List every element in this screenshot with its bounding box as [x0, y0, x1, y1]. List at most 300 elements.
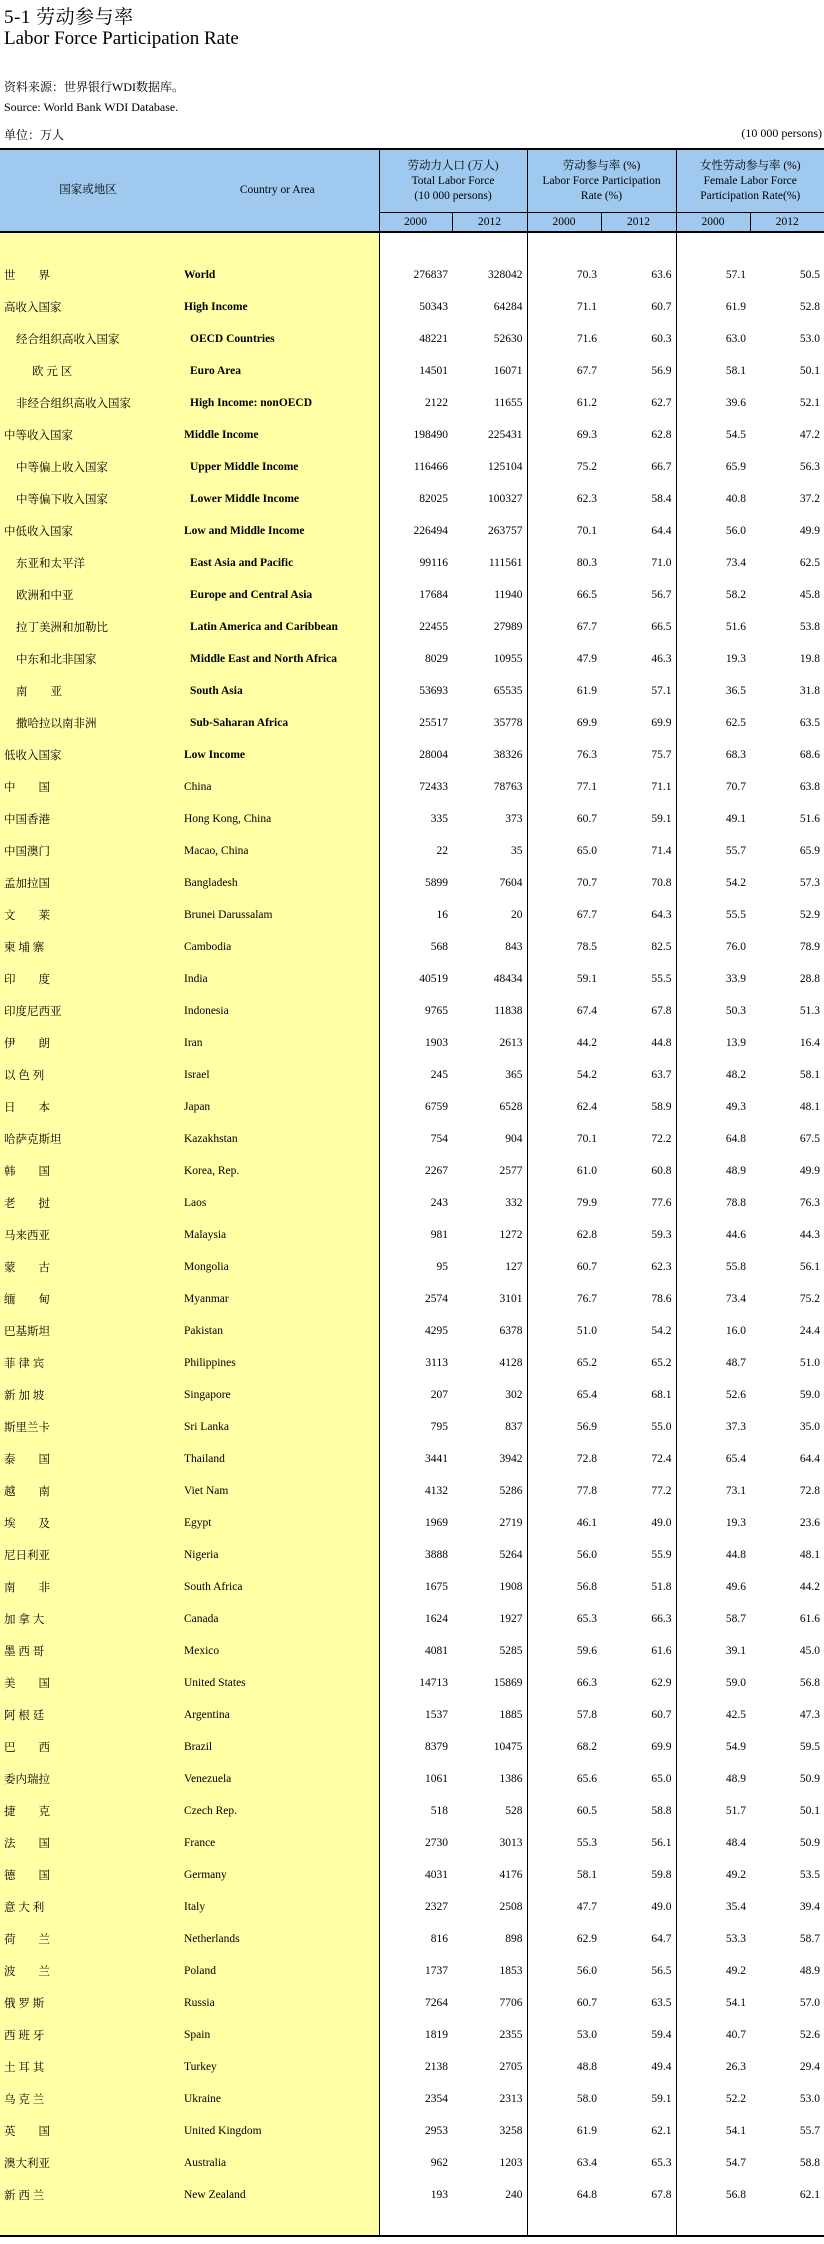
- participation-rate-2000: 70.1: [527, 1123, 601, 1155]
- table-row: [0, 1347, 824, 1379]
- participation-rate-2000: 67.7: [527, 611, 601, 643]
- table-row: [0, 1315, 824, 1347]
- participation-rate-2012: 49.4: [651, 2061, 672, 2073]
- participation-rate-2012: 69.9: [651, 1741, 672, 1753]
- female-rate-2000: 65.9: [676, 451, 750, 483]
- country-name-en: South Asia: [176, 675, 379, 707]
- labor-force-2000: 2267: [425, 1165, 448, 1177]
- female-rate-2000: 54.2: [676, 867, 750, 899]
- participation-rate-2000: 60.7: [527, 803, 601, 835]
- country-name-en: Spain: [176, 2019, 379, 2051]
- labor-force-2000: 8029: [425, 653, 448, 665]
- female-rate-2000: 55.5: [676, 899, 750, 931]
- female-rate-2012: 49.9: [799, 525, 821, 537]
- participation-rate-2012: 46.3: [651, 653, 672, 665]
- female-rate-2012: 52.9: [799, 909, 821, 921]
- table-row: [0, 1411, 824, 1443]
- female-rate-2012: 45.0: [799, 1645, 821, 1657]
- participation-rate-2012: 64.7: [651, 1933, 672, 1945]
- participation-rate-2000: 58.1: [527, 1859, 601, 1891]
- country-name-en: Laos: [176, 1187, 379, 1219]
- female-participation-header-unit: Participation Rate(%): [700, 189, 801, 202]
- country-name-en: Malaysia: [176, 1219, 379, 1251]
- participation-rate-2012: 55.9: [651, 1549, 672, 1561]
- labor-force-2012: 2577: [499, 1165, 523, 1177]
- labor-force-2000: 1969: [425, 1517, 448, 1529]
- participation-rate-2000: 61.9: [527, 675, 601, 707]
- female-rate-2000: 56.8: [676, 2179, 750, 2211]
- female-rate-2012: 56.8: [799, 1677, 821, 1689]
- participation-rate-2000: 47.9: [527, 643, 601, 675]
- participation-rate-2000: 56.8: [527, 1571, 601, 1603]
- female-rate-2000: 51.6: [676, 611, 750, 643]
- labor-force-2012: 3101: [499, 1293, 523, 1305]
- country-name-zh: 越 南: [0, 1475, 176, 1507]
- participation-rate-2000: 57.8: [527, 1699, 601, 1731]
- country-name-en: New Zealand: [176, 2179, 379, 2211]
- country-name-zh: 墨 西 哥: [0, 1635, 176, 1667]
- country-name-zh: 低收入国家: [0, 739, 176, 771]
- table-row: [0, 1987, 824, 2019]
- participation-rate-2012: 71.0: [651, 557, 672, 569]
- country-name-en: Egypt: [176, 1507, 379, 1539]
- country-name-zh: 委内瑞拉: [0, 1763, 176, 1795]
- participation-rate-2012: 56.9: [651, 365, 672, 377]
- labor-force-2000: 754: [430, 1133, 448, 1145]
- table-row: [0, 643, 824, 675]
- labor-force-2012: 48434: [493, 973, 523, 985]
- female-rate-2000: 48.4: [676, 1827, 750, 1859]
- labor-force-2000: 25517: [419, 717, 448, 729]
- participation-rate-2000: 78.5: [527, 931, 601, 963]
- participation-rate-2000: 48.8: [527, 2051, 601, 2083]
- labor-force-2000: 981: [430, 1229, 448, 1241]
- labor-force-2000: 1061: [425, 1773, 448, 1785]
- table-row: [0, 1539, 824, 1571]
- female-rate-2012: 64.4: [799, 1453, 821, 1465]
- participation-rate-2012: 60.3: [651, 333, 672, 345]
- participation-rate-2012: 63.5: [651, 1997, 672, 2009]
- table-row: [0, 1123, 824, 1155]
- female-rate-2000: 26.3: [676, 2051, 750, 2083]
- female-rate-2012: 53.5: [799, 1869, 821, 1881]
- country-name-en: United States: [176, 1667, 379, 1699]
- female-rate-2012: 47.3: [799, 1709, 821, 1721]
- country-name-en: Brazil: [176, 1731, 379, 1763]
- country-name-zh: 斯里兰卡: [0, 1411, 176, 1443]
- country-name-zh: 中国澳门: [0, 835, 176, 867]
- female-rate-2000: 68.3: [676, 739, 750, 771]
- table-row: [0, 2019, 824, 2051]
- participation-rate-2000: 46.1: [527, 1507, 601, 1539]
- female-rate-2012: 61.6: [799, 1613, 821, 1625]
- participation-rate-2000: 62.4: [527, 1091, 601, 1123]
- labor-force-2000: 50343: [419, 301, 448, 313]
- labor-force-2000: 1903: [425, 1037, 448, 1049]
- table-row: [0, 867, 824, 899]
- participation-rate-2012: 65.0: [651, 1773, 672, 1785]
- participation-rate-2012: 77.2: [651, 1485, 672, 1497]
- participation-rate-2012: 67.8: [651, 2189, 672, 2201]
- country-header-en: Country or Area: [176, 149, 379, 232]
- female-rate-2000: 52.2: [676, 2083, 750, 2115]
- table-row: [0, 515, 824, 547]
- female-rate-2012: 48.9: [799, 1965, 821, 1977]
- country-name-zh: 世 界: [0, 259, 176, 291]
- participation-rate-2000: 76.7: [527, 1283, 601, 1315]
- participation-rate-2012: 60.8: [651, 1165, 672, 1177]
- labor-force-2012: 1885: [499, 1709, 523, 1721]
- participation-rate-2000: 62.3: [527, 483, 601, 515]
- table-row: [0, 259, 824, 291]
- labor-force-2012: 2705: [499, 2061, 523, 2073]
- female-rate-2000: 57.1: [676, 259, 750, 291]
- labor-force-2012: 78763: [493, 781, 523, 793]
- labor-force-2012: 837: [505, 1421, 523, 1433]
- female-rate-2000: 36.5: [676, 675, 750, 707]
- female-rate-2000: 58.7: [676, 1603, 750, 1635]
- country-name-zh: 以 色 列: [0, 1059, 176, 1091]
- female-rate-2012: 63.8: [799, 781, 821, 793]
- participation-rate-2000: 54.2: [527, 1059, 601, 1091]
- participation-rate-2000: 77.1: [527, 771, 601, 803]
- country-name-en: Korea, Rep.: [176, 1155, 379, 1187]
- participation-rate-2000: 65.4: [527, 1379, 601, 1411]
- table-row: [0, 1731, 824, 1763]
- table-row: [0, 1379, 824, 1411]
- table-row: [0, 1091, 824, 1123]
- country-name-en: High Income: [176, 291, 379, 323]
- labor-force-2012: 27989: [493, 621, 523, 633]
- participation-rate-2000: 66.3: [527, 1667, 601, 1699]
- female-rate-2012: 39.4: [799, 1901, 821, 1913]
- labor-force-2000: 7264: [425, 1997, 448, 2009]
- labor-force-2012: 11655: [494, 397, 523, 409]
- country-name-en: Latin America and Caribbean: [176, 611, 379, 643]
- female-rate-2012: 44.2: [799, 1581, 821, 1593]
- table-row: [0, 1283, 824, 1315]
- table-row: [0, 803, 824, 835]
- participation-rate-2000: 51.0: [527, 1315, 601, 1347]
- country-name-zh: 韩 国: [0, 1155, 176, 1187]
- country-name-zh: 美 国: [0, 1667, 176, 1699]
- country-name-en: China: [176, 771, 379, 803]
- participation-rate-2000: 47.7: [527, 1891, 601, 1923]
- country-name-en: Ukraine: [176, 2083, 379, 2115]
- participation-rate-2012: 54.2: [651, 1325, 672, 1337]
- participation-rate-2000: 60.7: [527, 1987, 601, 2019]
- female-rate-2012: 45.8: [799, 589, 821, 601]
- country-name-zh: 拉丁美洲和加勒比: [0, 611, 176, 643]
- female-rate-2000: 73.1: [676, 1475, 750, 1507]
- participation-rate-2012: 65.3: [651, 2157, 672, 2169]
- table-row: [0, 547, 824, 579]
- total-labor-force-header-unit: (10 000 persons): [414, 189, 492, 202]
- table-number-title-zh: 5-1 劳动参与率: [4, 7, 134, 28]
- labor-force-2012: 332: [505, 1197, 523, 1209]
- country-name-zh: 哈萨克斯坦: [0, 1123, 176, 1155]
- participation-rate-2012: 59.8: [651, 1869, 672, 1881]
- unit-label-en: (10 000 persons): [741, 126, 822, 140]
- table-row: [0, 1219, 824, 1251]
- female-rate-2000: 52.6: [676, 1379, 750, 1411]
- labor-force-2012: 843: [505, 941, 523, 953]
- female-rate-2012: 28.8: [799, 973, 821, 985]
- female-rate-2000: 50.3: [676, 995, 750, 1027]
- table-row: [0, 1187, 824, 1219]
- labor-force-2000: 40519: [419, 973, 448, 985]
- participation-rate-2000: 72.8: [527, 1443, 601, 1475]
- female-rate-2000: 49.2: [676, 1859, 750, 1891]
- participation-rate-2012: 51.8: [651, 1581, 672, 1593]
- participation-rate-2000: 61.0: [527, 1155, 601, 1187]
- labor-force-2012: 20: [511, 909, 523, 921]
- year-header-2000: 2000: [676, 213, 750, 233]
- female-rate-2012: 50.9: [799, 1773, 821, 1785]
- labor-force-2012: 1927: [499, 1613, 523, 1625]
- labor-force-2000: 207: [430, 1389, 448, 1401]
- female-rate-2012: 56.1: [799, 1261, 821, 1273]
- country-name-en: South Africa: [176, 1571, 379, 1603]
- country-name-en: Hong Kong, China: [176, 803, 379, 835]
- female-rate-2000: 48.2: [676, 1059, 750, 1091]
- country-name-en: Myanmar: [176, 1283, 379, 1315]
- participation-rate-2012: 66.3: [651, 1613, 672, 1625]
- country-name-zh: 中 国: [0, 771, 176, 803]
- table-row: [0, 1923, 824, 1955]
- labor-force-2000: 48221: [419, 333, 448, 345]
- labor-force-2000: 1819: [425, 2029, 448, 2041]
- labor-force-2012: 10955: [493, 653, 523, 665]
- participation-rate-2012: 71.1: [651, 781, 672, 793]
- country-name-zh: 撒哈拉以南非洲: [0, 707, 176, 739]
- participation-rate-2012: 62.7: [651, 397, 672, 409]
- participation-rate-2012: 59.4: [651, 2029, 672, 2041]
- country-name-zh: 俄 罗 斯: [0, 1987, 176, 2019]
- table-row: [0, 291, 824, 323]
- female-rate-2012: 57.0: [799, 1997, 821, 2009]
- table-row: [0, 1443, 824, 1475]
- female-participation-header: [676, 149, 824, 213]
- female-participation-header-en: Female Labor Force: [703, 174, 797, 187]
- country-name-en: Australia: [176, 2147, 379, 2179]
- female-rate-2012: 48.1: [799, 1549, 821, 1561]
- labor-force-2000: 116466: [413, 461, 448, 473]
- country-name-en: Indonesia: [176, 995, 379, 1027]
- labor-force-2000: 17684: [419, 589, 448, 601]
- labor-force-2000: 8379: [425, 1741, 448, 1753]
- labor-force-2000: 2953: [425, 2125, 448, 2137]
- labor-force-2012: 6528: [499, 1101, 523, 1113]
- labor-force-2012: 904: [505, 1133, 523, 1145]
- labor-force-2012: 15869: [493, 1677, 523, 1689]
- table-row: [0, 483, 824, 515]
- female-rate-2000: 76.0: [676, 931, 750, 963]
- labor-force-2000: 82025: [419, 493, 448, 505]
- female-rate-2000: 49.2: [676, 1955, 750, 1987]
- labor-force-2012: 5285: [499, 1645, 523, 1657]
- labor-force-2012: 1386: [499, 1773, 523, 1785]
- country-name-en: United Kingdom: [176, 2115, 379, 2147]
- labor-force-2000: 816: [430, 1933, 448, 1945]
- participation-rate-2012: 56.1: [651, 1837, 672, 1849]
- country-name-en: Mongolia: [176, 1251, 379, 1283]
- country-name-zh: 南 非: [0, 1571, 176, 1603]
- table-row: [0, 451, 824, 483]
- participation-rate-2000: 76.3: [527, 739, 601, 771]
- labor-force-2000: 243: [430, 1197, 448, 1209]
- female-rate-2012: 31.8: [799, 685, 821, 697]
- country-name-en: Italy: [176, 1891, 379, 1923]
- labor-force-2012: 1853: [499, 1965, 523, 1977]
- country-name-en: Middle Income: [176, 419, 379, 451]
- country-name-en: Pakistan: [176, 1315, 379, 1347]
- labor-force-2000: 14713: [419, 1677, 448, 1689]
- labor-force-2000: 2574: [425, 1293, 448, 1305]
- country-name-zh: 伊 朗: [0, 1027, 176, 1059]
- labor-force-2012: 35: [511, 845, 523, 857]
- labor-force-2012: 100327: [488, 493, 523, 505]
- female-rate-2000: 19.3: [676, 1507, 750, 1539]
- country-name-zh: 新 加 坡: [0, 1379, 176, 1411]
- participation-rate-2012: 62.3: [651, 1261, 672, 1273]
- table-row: [0, 1571, 824, 1603]
- participation-rate-2000: 61.2: [527, 387, 601, 419]
- female-rate-2012: 59.5: [799, 1741, 821, 1753]
- country-name-zh: 埃 及: [0, 1507, 176, 1539]
- country-name-zh: 土 耳 其: [0, 2051, 176, 2083]
- female-rate-2012: 50.5: [799, 269, 821, 281]
- country-name-zh: 中低收入国家: [0, 515, 176, 547]
- total-labor-force-header-zh: 劳动力人口 (万人): [407, 159, 499, 172]
- labor-force-2012: 4128: [499, 1357, 523, 1369]
- country-name-en: Middle East and North Africa: [176, 643, 379, 675]
- participation-rate-2000: 66.5: [527, 579, 601, 611]
- labor-force-2000: 22: [436, 845, 448, 857]
- labor-force-2000: 3441: [425, 1453, 448, 1465]
- country-name-zh: 印度尼西亚: [0, 995, 176, 1027]
- labor-force-2000: 1675: [425, 1581, 448, 1593]
- female-rate-2012: 72.8: [799, 1485, 821, 1497]
- country-name-zh: 欧洲和中亚: [0, 579, 176, 611]
- country-name-zh: 中等偏上收入国家: [0, 451, 176, 483]
- labor-force-2012: 3258: [499, 2125, 523, 2137]
- female-rate-2012: 62.1: [799, 2189, 821, 2201]
- female-participation-header-zh: 女性劳动参与率 (%): [699, 159, 801, 172]
- country-name-en: Poland: [176, 1955, 379, 1987]
- labor-force-2012: 2313: [499, 2093, 523, 2105]
- labor-force-2012: 528: [505, 1805, 523, 1817]
- country-name-zh: 新 西 兰: [0, 2179, 176, 2211]
- participation-rate-2012: 63.6: [651, 269, 672, 281]
- female-rate-2000: 54.5: [676, 419, 750, 451]
- female-rate-2000: 49.1: [676, 803, 750, 835]
- labor-force-2012: 2508: [499, 1901, 523, 1913]
- female-rate-2000: 33.9: [676, 963, 750, 995]
- female-rate-2000: 54.1: [676, 1987, 750, 2019]
- total-labor-force-header-en: Total Labor Force: [411, 174, 495, 187]
- female-rate-2000: 49.3: [676, 1091, 750, 1123]
- labor-force-2000: 2354: [425, 2093, 448, 2105]
- labor-force-2000: 2122: [425, 397, 448, 409]
- country-name-zh: 日 本: [0, 1091, 176, 1123]
- participation-rate-2012: 56.7: [651, 589, 672, 601]
- female-rate-2000: 62.5: [676, 707, 750, 739]
- participation-rate-2000: 80.3: [527, 547, 601, 579]
- participation-rate-2012: 55.0: [651, 1421, 672, 1433]
- labor-force-2000: 2138: [425, 2061, 448, 2073]
- participation-rate-2012: 66.5: [651, 621, 672, 633]
- participation-rate-2012: 64.4: [651, 525, 672, 537]
- labor-force-2012: 3942: [499, 1453, 523, 1465]
- country-name-en: World: [176, 259, 379, 291]
- labor-force-2012: 328042: [488, 269, 523, 281]
- participation-rate-2000: 65.3: [527, 1603, 601, 1635]
- female-rate-2000: 19.3: [676, 643, 750, 675]
- table-row: [0, 387, 824, 419]
- labor-force-2012: 52630: [493, 333, 523, 345]
- female-rate-2000: 73.4: [676, 1283, 750, 1315]
- country-name-en: France: [176, 1827, 379, 1859]
- country-name-zh: 波 兰: [0, 1955, 176, 1987]
- year-header-2000: 2000: [379, 213, 452, 233]
- female-rate-2012: 35.0: [799, 1421, 821, 1433]
- table-row: [0, 771, 824, 803]
- participation-rate-2012: 56.5: [651, 1965, 672, 1977]
- female-rate-2000: 42.5: [676, 1699, 750, 1731]
- participation-rate-2000: 70.7: [527, 867, 601, 899]
- female-rate-2000: 51.7: [676, 1795, 750, 1827]
- female-rate-2000: 55.7: [676, 835, 750, 867]
- participation-rate-2000: 63.4: [527, 2147, 601, 2179]
- participation-rate-2000: 59.6: [527, 1635, 601, 1667]
- table-row: [0, 1955, 824, 1987]
- year-header-2012: 2012: [750, 213, 824, 233]
- labor-force-2000: 72433: [419, 781, 448, 793]
- participation-rate-2000: 56.0: [527, 1955, 601, 1987]
- labor-force-table: [0, 148, 824, 2237]
- labor-force-2012: 365: [505, 1069, 523, 1081]
- labor-force-2000: 16: [436, 909, 448, 921]
- country-name-en: Germany: [176, 1859, 379, 1891]
- country-header-zh: 国家或地区: [0, 149, 176, 232]
- female-rate-2000: 44.8: [676, 1539, 750, 1571]
- participation-rate-2012: 82.5: [651, 941, 672, 953]
- unit-label-zh: 单位：万人: [4, 128, 65, 142]
- country-name-en: Bangladesh: [176, 867, 379, 899]
- labor-force-2012: 11838: [494, 1005, 523, 1017]
- country-name-en: Venezuela: [176, 1763, 379, 1795]
- labor-force-2012: 10475: [493, 1741, 523, 1753]
- participation-rate-2000: 75.2: [527, 451, 601, 483]
- table-row: [0, 323, 824, 355]
- country-name-zh: 巴 西: [0, 1731, 176, 1763]
- labor-force-2012: 1272: [499, 1229, 523, 1241]
- participation-rate-2012: 59.3: [651, 1229, 672, 1241]
- labor-force-2012: 373: [505, 813, 523, 825]
- female-rate-2000: 65.4: [676, 1443, 750, 1475]
- table-row: [0, 1155, 824, 1187]
- total-labor-force-header: [379, 149, 527, 213]
- country-name-zh: 法 国: [0, 1827, 176, 1859]
- participation-rate-2000: 77.8: [527, 1475, 601, 1507]
- female-rate-2012: 49.9: [799, 1165, 821, 1177]
- participation-rate-2012: 44.8: [651, 1037, 672, 1049]
- participation-rate-2012: 69.9: [651, 717, 672, 729]
- country-name-en: East Asia and Pacific: [176, 547, 379, 579]
- female-rate-2012: 29.4: [799, 2061, 821, 2073]
- country-name-zh: 非经合组织高收入国家: [0, 387, 176, 419]
